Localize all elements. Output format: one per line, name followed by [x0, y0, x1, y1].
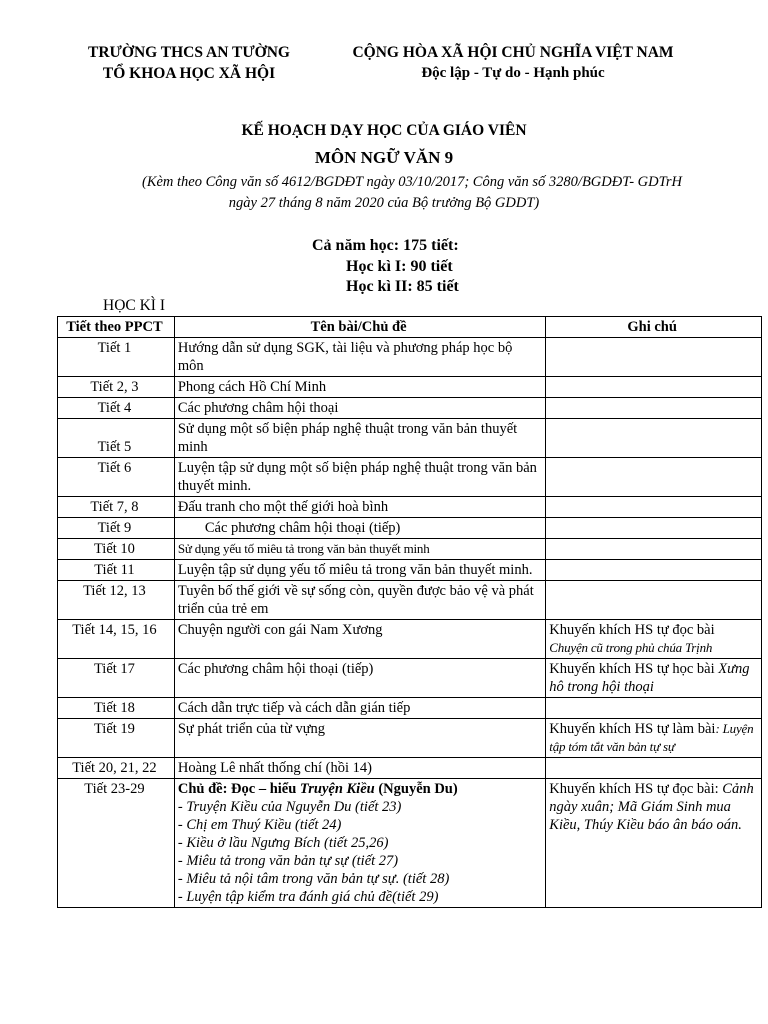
table-row [58, 659, 762, 698]
period-cell: Tiết 11 [58, 560, 175, 581]
subject-title: MÔN NGỮ VĂN 9 [314, 148, 454, 167]
period-cell: Tiết 6 [58, 458, 175, 497]
period-cell: Tiết 2, 3 [58, 377, 175, 398]
topic-cell: Hoàng Lê nhất thống chí (hồi 14) [174, 758, 545, 779]
subtopic-item: - Kiều ở lầu Ngưng Bích (tiết 25,26) [177, 835, 389, 851]
note-lesson-title: Xưng hô trong hội thoại [549, 661, 750, 695]
table-row [58, 620, 762, 659]
table-row [58, 377, 762, 398]
national-motto: Độc lập - Tự do - Hạnh phúc [421, 65, 605, 81]
theme-heading: Chủ đề: Đọc – hiểu Truyện Kiều (Nguyễn Du) [177, 781, 458, 797]
subtopic-item: - Miêu tả nội tâm trong văn bản tự sự. (tiết 28) [177, 871, 450, 887]
topic-cell: Sử dụng yếu tố miêu tả trong văn bản thuyết minh [174, 539, 545, 560]
topic-cell: Các phương châm hội thoại [174, 398, 545, 419]
topic-cell: Các phương châm hội thoại (tiếp) [174, 518, 545, 539]
note-lesson-title: Cảnh ngày xuân; Mã Giám Sinh mua Kiều, Thúy Kiều báo ân báo oán. [549, 781, 754, 833]
lesson-plan-table [57, 316, 762, 908]
semester-label: HỌC KÌ I [103, 297, 165, 314]
topic-cell: Luyện tập sử dụng một số biện pháp nghệ thuật trong văn bản thuyết minh. [174, 458, 545, 497]
subtopic-item: - Chị em Thuý Kiều (tiết 24) [177, 817, 342, 833]
column-header-period: Tiết theo PPCT [58, 317, 175, 338]
column-header-topic: Tên bài/Chủ đề [174, 317, 545, 338]
period-cell: Tiết 5 [58, 419, 175, 458]
table-row [58, 758, 762, 779]
school-header [64, 42, 314, 84]
topic-cell: Cách dẫn trực tiếp và cách dẫn gián tiếp [174, 698, 545, 719]
topic-cell: Đấu tranh cho một thế giới hoà bình [174, 497, 545, 518]
topic-cell: Luyện tập sử dụng yếu tố miêu tả trong văn bản thuyết minh. [174, 560, 545, 581]
note-cell [546, 377, 762, 398]
reference-note-line-2: ngày 27 tháng 8 năm 2020 của Bộ trưởng Bộ GDDT) [228, 195, 540, 211]
table-row [58, 398, 762, 419]
reference-note [0, 172, 768, 214]
period-cell: Tiết 17 [58, 659, 175, 698]
topic-cell [174, 779, 545, 908]
note-cell [546, 779, 762, 908]
topic-cell: Các phương châm hội thoại (tiếp) [174, 659, 545, 698]
table-row [58, 338, 762, 377]
note-cell [546, 539, 762, 560]
school-name: TRƯỜNG THCS AN TƯỜNG [88, 44, 290, 61]
national-header [318, 42, 708, 84]
table-row [58, 698, 762, 719]
note-cell [546, 581, 762, 620]
period-cell: Tiết 1 [58, 338, 175, 377]
table-row [58, 560, 762, 581]
subtopic-item: - Luyện tập kiểm tra đánh giá chủ đề(tiết 29) [177, 889, 439, 905]
period-cell: Tiết 19 [58, 719, 175, 758]
note-text: Khuyến khích HS tự làm bài [549, 721, 716, 737]
topic-cell: Sự phát triển của từ vựng [174, 719, 545, 758]
table-row [58, 539, 762, 560]
period-cell: Tiết 20, 21, 22 [58, 758, 175, 779]
column-header-note: Ghi chú [546, 317, 762, 338]
note-cell [546, 719, 762, 758]
note-text: Khuyến khích HS tự đọc bài: [549, 781, 723, 797]
subtopic-item: - Truyện Kiều của Nguyễn Du (tiết 23) [177, 799, 402, 815]
table-header-row [58, 317, 762, 338]
table-row [58, 719, 762, 758]
topic-cell: Tuyên bố thế giới về sự sống còn, quyền được bảo vệ và phát triển của trẻ em [174, 581, 545, 620]
semester-1-total: Học kì I: 90 tiết [346, 257, 453, 275]
note-cell [546, 518, 762, 539]
reference-note-line-1: (Kèm theo Công văn số 4612/BGDĐT ngày 03/10/2017; Công văn số 3280/BGDĐT- GDTrH [142, 174, 682, 190]
table-row [58, 497, 762, 518]
table-row [58, 419, 762, 458]
table-row [58, 518, 762, 539]
note-lesson-title: : Luyện tập tóm tắt văn bản tự sự [549, 721, 754, 754]
note-lesson-title: Chuyện cũ trong phủ chúa Trịnh [549, 640, 713, 655]
note-cell [546, 419, 762, 458]
semester-2-total: Học kì II: 85 tiết [346, 278, 459, 295]
table-row [58, 458, 762, 497]
note-cell [546, 338, 762, 377]
note-text: Khuyến khích HS tự học bài [549, 661, 719, 677]
subtopic-item: - Miêu tả trong văn bản tự sự (tiết 27) [177, 853, 399, 869]
period-cell: Tiết 9 [58, 518, 175, 539]
topic-cell: Chuyện người con gái Nam Xương [174, 620, 545, 659]
period-cell: Tiết 7, 8 [58, 497, 175, 518]
period-cell: Tiết 18 [58, 698, 175, 719]
note-cell [546, 560, 762, 581]
note-cell [546, 659, 762, 698]
note-cell [546, 698, 762, 719]
period-cell: Tiết 14, 15, 16 [58, 620, 175, 659]
topic-cell: Sử dụng một số biện pháp nghệ thuật trong văn bản thuyết minh [174, 419, 545, 458]
period-cell: Tiết 4 [58, 398, 175, 419]
table-row [58, 779, 762, 908]
period-cell: Tiết 10 [58, 539, 175, 560]
country-name: CỘNG HÒA XÃ HỘI CHỦ NGHĨA VIỆT NAM [352, 44, 674, 61]
note-cell [546, 620, 762, 659]
note-text: Khuyến khích HS tự đọc bài [549, 622, 715, 638]
table-row [58, 581, 762, 620]
department-name: TỔ KHOA HỌC XÃ HỘI [102, 65, 276, 82]
note-cell [546, 398, 762, 419]
period-cell: Tiết 12, 13 [58, 581, 175, 620]
period-summary [0, 236, 768, 298]
topic-cell: Hướng dẫn sử dụng SGK, tài liệu và phương pháp học bộ môn [174, 338, 545, 377]
year-total: Cả năm học: 175 tiết: [312, 237, 459, 254]
note-cell [546, 458, 762, 497]
document-title: KẾ HOẠCH DẠY HỌC CỦA GIÁO VIÊN [241, 122, 527, 139]
topic-cell: Phong cách Hồ Chí Minh [174, 377, 545, 398]
note-cell [546, 758, 762, 779]
period-cell: Tiết 23-29 [58, 779, 175, 908]
note-cell [546, 497, 762, 518]
